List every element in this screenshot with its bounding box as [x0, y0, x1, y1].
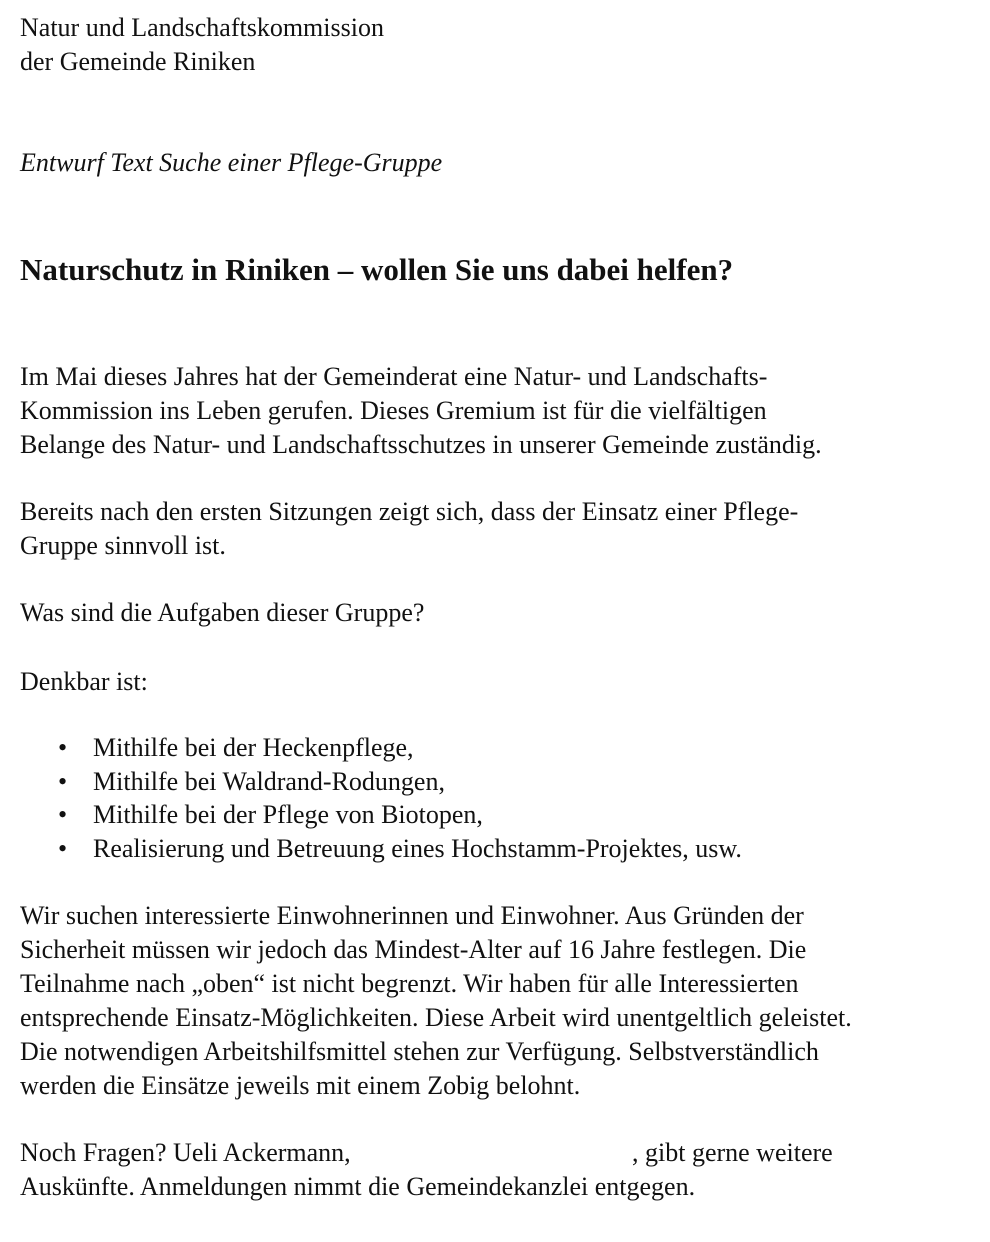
text-line: Im Mai dieses Jahres hat der Gemeinderat eine Natur- und Landschafts- [20, 362, 768, 391]
document-title: Naturschutz in Riniken – wollen Sie uns dabei helfen? [20, 252, 734, 287]
text-line: Kommission ins Leben gerufen. Dieses Gremium ist für die vielfältigen [20, 396, 767, 425]
paragraph-search [20, 899, 852, 1103]
paragraph-contact [20, 1136, 970, 1204]
sender-line: der Gemeinde Riniken [20, 47, 256, 76]
paragraph-question: Was sind die Aufgaben dieser Gruppe? [20, 598, 425, 627]
list-item-text: Realisierung und Betreuung eines Hochstamm-Projektes, usw. [93, 833, 742, 863]
contact-text-start: Noch Fragen? Ueli Ackermann, [20, 1138, 351, 1167]
text-line: Belange des Natur- und Landschaftsschutzes in unserer Gemeinde zuständig. [20, 430, 822, 459]
text-line: Bereits nach den ersten Sitzungen zeigt sich, dass der Einsatz einer Pflege- [20, 497, 799, 526]
text-line: Auskünfte. Anmeldungen nimmt die Gemeindekanzlei entgegen. [20, 1172, 696, 1201]
text-line: Die notwendigen Arbeitshilfsmittel stehen zur Verfügung. Selbstverständlich [20, 1037, 819, 1066]
bullet-icon: • [58, 733, 68, 762]
sender-line: Natur und Landschaftskommission [20, 13, 384, 42]
paragraph-intro [20, 360, 822, 462]
text-line: werden die Einsätze jeweils mit einem Zobig belohnt. [20, 1071, 581, 1100]
list-item [58, 798, 742, 832]
bullet-icon: • [58, 800, 68, 829]
text-line [20, 1136, 970, 1170]
paragraph-need [20, 495, 798, 563]
list-item [58, 731, 742, 765]
list-item-text: Mithilfe bei der Pflege von Biotopen, [93, 800, 483, 829]
list-item [58, 765, 742, 799]
list-item-text: Mithilfe bei der Heckenpflege, [93, 733, 414, 762]
paragraph-conceivable: Denkbar ist: [20, 667, 148, 696]
text-line: entsprechende Einsatz-Möglichkeiten. Diese Arbeit wird unentgeltlich geleistet. [20, 1003, 852, 1032]
list-item [58, 832, 742, 866]
text-line: Sicherheit müssen wir jedoch das Mindest-Alter auf 16 Jahre festlegen. Die [20, 935, 807, 964]
draft-subtitle: Entwurf Text Suche einer Pflege-Gruppe [20, 148, 443, 177]
task-list [58, 731, 742, 865]
contact-text-end: , gibt gerne weitere [632, 1138, 833, 1167]
bullet-icon: • [58, 766, 68, 796]
text-line: Gruppe sinnvoll ist. [20, 531, 226, 560]
text-line: Wir suchen interessierte Einwohnerinnen und Einwohner. Aus Gründen der [20, 901, 804, 930]
list-item-text: Mithilfe bei Waldrand-Rodungen, [93, 766, 445, 796]
bullet-icon: • [58, 833, 68, 863]
text-line: Teilnahme nach „oben“ ist nicht begrenzt. Wir haben für alle Interessierten [20, 969, 799, 998]
sender-block [20, 11, 384, 79]
